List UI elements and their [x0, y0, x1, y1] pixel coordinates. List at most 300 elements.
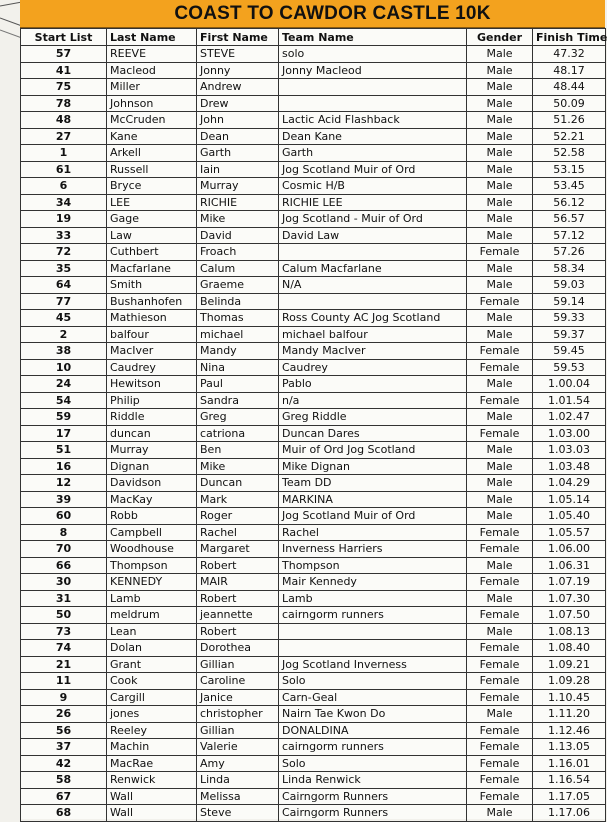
- cell-team-name: Solo: [279, 755, 467, 772]
- cell-first-name: Steve: [197, 805, 279, 822]
- cell-start-number: 78: [21, 95, 107, 112]
- cell-finish-time: 50.09: [533, 95, 606, 112]
- cell-finish-time: 1.03.00: [533, 425, 606, 442]
- cell-last-name: Robb: [107, 508, 197, 525]
- cell-start-number: 33: [21, 227, 107, 244]
- cell-last-name: Arkell: [107, 145, 197, 162]
- cell-last-name: Murray: [107, 442, 197, 459]
- cell-finish-time: 51.26: [533, 112, 606, 129]
- cell-team-name: Jog Scotland - Muir of Ord: [279, 211, 467, 228]
- cell-last-name: Campbell: [107, 524, 197, 541]
- cell-first-name: Mandy: [197, 343, 279, 360]
- cell-finish-time: 53.45: [533, 178, 606, 195]
- cell-finish-time: 59.45: [533, 343, 606, 360]
- cell-team-name: Mandy MacIver: [279, 343, 467, 360]
- cell-start-number: 50: [21, 607, 107, 624]
- cell-finish-time: 52.21: [533, 128, 606, 145]
- header-first-name: First Name: [197, 29, 279, 46]
- cell-start-number: 61: [21, 161, 107, 178]
- page-title: COAST TO CAWDOR CASTLE 10K: [174, 2, 491, 24]
- cell-last-name: LEE: [107, 194, 197, 211]
- cell-start-number: 31: [21, 590, 107, 607]
- cell-first-name: MAIR: [197, 574, 279, 591]
- cell-last-name: Bryce: [107, 178, 197, 195]
- table-row: [21, 277, 606, 294]
- cell-gender: Female: [467, 425, 533, 442]
- cell-start-number: 34: [21, 194, 107, 211]
- cell-start-number: 51: [21, 442, 107, 459]
- cell-gender: Female: [467, 574, 533, 591]
- cell-last-name: Dignan: [107, 458, 197, 475]
- table-row: [21, 805, 606, 822]
- cell-first-name: Gillian: [197, 722, 279, 739]
- cell-start-number: 60: [21, 508, 107, 525]
- cell-team-name: [279, 293, 467, 310]
- cell-last-name: Smith: [107, 277, 197, 294]
- table-row: [21, 46, 606, 63]
- table-row: [21, 706, 606, 723]
- cell-gender: Female: [467, 244, 533, 261]
- cell-first-name: Robert: [197, 590, 279, 607]
- cell-last-name: Mathieson: [107, 310, 197, 327]
- cell-finish-time: 1.00.04: [533, 376, 606, 393]
- cell-team-name: cairngorm runners: [279, 739, 467, 756]
- table-row: [21, 211, 606, 228]
- cell-gender: Male: [467, 475, 533, 492]
- header-start-list: Start List: [21, 29, 107, 46]
- cell-team-name: Muir of Ord Jog Scotland: [279, 442, 467, 459]
- cell-finish-time: 1.09.21: [533, 656, 606, 673]
- cell-team-name: [279, 244, 467, 261]
- cell-first-name: Linda: [197, 772, 279, 789]
- cell-last-name: MacIver: [107, 343, 197, 360]
- table-row: [21, 590, 606, 607]
- table-row: [21, 161, 606, 178]
- header-last-name: Last Name: [107, 29, 197, 46]
- cell-gender: Male: [467, 178, 533, 195]
- cell-start-number: 17: [21, 425, 107, 442]
- cell-gender: Female: [467, 392, 533, 409]
- cell-finish-time: 1.07.30: [533, 590, 606, 607]
- cell-last-name: McCruden: [107, 112, 197, 129]
- cell-finish-time: 57.12: [533, 227, 606, 244]
- cell-start-number: 9: [21, 689, 107, 706]
- cell-first-name: Paul: [197, 376, 279, 393]
- cell-last-name: Johnson: [107, 95, 197, 112]
- cell-start-number: 19: [21, 211, 107, 228]
- title-bar: [20, 0, 605, 28]
- cell-finish-time: 1.03.48: [533, 458, 606, 475]
- cell-first-name: Jonny: [197, 62, 279, 79]
- table-row: [21, 475, 606, 492]
- cell-finish-time: 1.10.45: [533, 689, 606, 706]
- cell-team-name: [279, 79, 467, 96]
- table-row: [21, 112, 606, 129]
- cell-finish-time: 1.16.54: [533, 772, 606, 789]
- cell-last-name: Woodhouse: [107, 541, 197, 558]
- table-row: [21, 755, 606, 772]
- cell-first-name: Murray: [197, 178, 279, 195]
- cell-finish-time: 56.12: [533, 194, 606, 211]
- cell-gender: Male: [467, 458, 533, 475]
- cell-gender: Female: [467, 524, 533, 541]
- table-row: [21, 244, 606, 261]
- cell-gender: Male: [467, 211, 533, 228]
- cell-team-name: Nairn Tae Kwon Do: [279, 706, 467, 723]
- cell-gender: Female: [467, 722, 533, 739]
- cell-gender: Male: [467, 376, 533, 393]
- cell-gender: Male: [467, 508, 533, 525]
- cell-finish-time: 1.06.31: [533, 557, 606, 574]
- cell-finish-time: 59.14: [533, 293, 606, 310]
- cell-last-name: Thompson: [107, 557, 197, 574]
- table-row: [21, 326, 606, 343]
- cell-finish-time: 1.01.54: [533, 392, 606, 409]
- cell-last-name: Kane: [107, 128, 197, 145]
- cell-team-name: Mair Kennedy: [279, 574, 467, 591]
- cell-last-name: Wall: [107, 788, 197, 805]
- cell-finish-time: 56.57: [533, 211, 606, 228]
- cell-first-name: Andrew: [197, 79, 279, 96]
- cell-last-name: Reeley: [107, 722, 197, 739]
- table-row: [21, 260, 606, 277]
- cell-last-name: meldrum: [107, 607, 197, 624]
- cell-gender: Male: [467, 194, 533, 211]
- cell-last-name: MacKay: [107, 491, 197, 508]
- cell-first-name: Mark: [197, 491, 279, 508]
- cell-team-name: Solo: [279, 673, 467, 690]
- cell-team-name: Calum Macfarlane: [279, 260, 467, 277]
- cell-start-number: 58: [21, 772, 107, 789]
- table-row: [21, 673, 606, 690]
- cell-finish-time: 1.07.50: [533, 607, 606, 624]
- cell-first-name: Robert: [197, 623, 279, 640]
- table-row: [21, 409, 606, 426]
- cell-last-name: duncan: [107, 425, 197, 442]
- cell-team-name: Jog Scotland Muir of Ord: [279, 508, 467, 525]
- table-row: [21, 442, 606, 459]
- table-row: [21, 79, 606, 96]
- cell-start-number: 41: [21, 62, 107, 79]
- cell-finish-time: 48.17: [533, 62, 606, 79]
- cell-team-name: cairngorm runners: [279, 607, 467, 624]
- table-row: [21, 392, 606, 409]
- cell-gender: Male: [467, 260, 533, 277]
- cell-start-number: 56: [21, 722, 107, 739]
- cell-first-name: Amy: [197, 755, 279, 772]
- cell-first-name: John: [197, 112, 279, 129]
- cell-gender: Female: [467, 640, 533, 657]
- cell-finish-time: 1.17.06: [533, 805, 606, 822]
- cell-start-number: 27: [21, 128, 107, 145]
- cell-start-number: 37: [21, 739, 107, 756]
- cell-first-name: jeannette: [197, 607, 279, 624]
- results-sheet: [20, 0, 605, 819]
- cell-start-number: 73: [21, 623, 107, 640]
- cell-first-name: Duncan: [197, 475, 279, 492]
- cell-start-number: 48: [21, 112, 107, 129]
- table-row: [21, 128, 606, 145]
- cell-first-name: Belinda: [197, 293, 279, 310]
- table-row: [21, 623, 606, 640]
- cell-last-name: jones: [107, 706, 197, 723]
- cell-start-number: 30: [21, 574, 107, 591]
- table-row: [21, 95, 606, 112]
- cell-start-number: 67: [21, 788, 107, 805]
- cell-team-name: Team DD: [279, 475, 467, 492]
- cell-finish-time: 1.08.40: [533, 640, 606, 657]
- cell-team-name: Cairngorm Runners: [279, 805, 467, 822]
- cell-gender: Female: [467, 772, 533, 789]
- cell-start-number: 38: [21, 343, 107, 360]
- cell-last-name: Grant: [107, 656, 197, 673]
- cell-team-name: DONALDINA: [279, 722, 467, 739]
- cell-last-name: Riddle: [107, 409, 197, 426]
- cell-first-name: Gillian: [197, 656, 279, 673]
- cell-last-name: balfour: [107, 326, 197, 343]
- header-gender: Gender: [467, 29, 533, 46]
- table-row: [21, 178, 606, 195]
- cell-team-name: solo: [279, 46, 467, 63]
- cell-last-name: Lamb: [107, 590, 197, 607]
- cell-first-name: Margaret: [197, 541, 279, 558]
- cell-start-number: 35: [21, 260, 107, 277]
- cell-first-name: Thomas: [197, 310, 279, 327]
- cell-gender: Female: [467, 739, 533, 756]
- cell-gender: Male: [467, 442, 533, 459]
- table-row: [21, 656, 606, 673]
- header-row: [21, 29, 606, 46]
- cell-finish-time: 57.26: [533, 244, 606, 261]
- cell-gender: Male: [467, 706, 533, 723]
- table-row: [21, 194, 606, 211]
- table-row: [21, 772, 606, 789]
- cell-finish-time: 1.05.57: [533, 524, 606, 541]
- cell-gender: Male: [467, 128, 533, 145]
- cell-start-number: 54: [21, 392, 107, 409]
- cell-first-name: Ben: [197, 442, 279, 459]
- table-row: [21, 788, 606, 805]
- cell-finish-time: 52.58: [533, 145, 606, 162]
- cell-last-name: Russell: [107, 161, 197, 178]
- table-row: [21, 458, 606, 475]
- cell-first-name: Sandra: [197, 392, 279, 409]
- cell-gender: Female: [467, 755, 533, 772]
- cell-team-name: Garth: [279, 145, 467, 162]
- cell-last-name: MacRae: [107, 755, 197, 772]
- cell-team-name: RICHIE LEE: [279, 194, 467, 211]
- cell-finish-time: 1.05.14: [533, 491, 606, 508]
- cell-last-name: Gage: [107, 211, 197, 228]
- cell-start-number: 42: [21, 755, 107, 772]
- cell-team-name: Linda Renwick: [279, 772, 467, 789]
- cell-finish-time: 47.32: [533, 46, 606, 63]
- cell-finish-time: 1.16.01: [533, 755, 606, 772]
- cell-first-name: Valerie: [197, 739, 279, 756]
- cell-last-name: Caudrey: [107, 359, 197, 376]
- cell-start-number: 21: [21, 656, 107, 673]
- cell-last-name: Hewitson: [107, 376, 197, 393]
- cell-team-name: Dean Kane: [279, 128, 467, 145]
- cell-gender: Male: [467, 95, 533, 112]
- cell-finish-time: 1.05.40: [533, 508, 606, 525]
- cell-gender: Male: [467, 409, 533, 426]
- table-row: [21, 425, 606, 442]
- cell-team-name: Carn-Geal: [279, 689, 467, 706]
- cell-first-name: Dean: [197, 128, 279, 145]
- table-row: [21, 524, 606, 541]
- cell-last-name: Cook: [107, 673, 197, 690]
- results-body: [21, 46, 606, 822]
- results-table: [20, 28, 606, 822]
- table-row: [21, 557, 606, 574]
- table-row: [21, 689, 606, 706]
- cell-team-name: Jog Scotland Muir of Ord: [279, 161, 467, 178]
- cell-start-number: 74: [21, 640, 107, 657]
- cell-start-number: 12: [21, 475, 107, 492]
- cell-team-name: [279, 95, 467, 112]
- cell-team-name: Lamb: [279, 590, 467, 607]
- cell-team-name: Inverness Harriers: [279, 541, 467, 558]
- cell-start-number: 16: [21, 458, 107, 475]
- cell-gender: Male: [467, 145, 533, 162]
- cell-start-number: 57: [21, 46, 107, 63]
- cell-team-name: [279, 623, 467, 640]
- cell-gender: Male: [467, 805, 533, 822]
- cell-first-name: Janice: [197, 689, 279, 706]
- cell-team-name: Greg Riddle: [279, 409, 467, 426]
- cell-start-number: 45: [21, 310, 107, 327]
- cell-gender: Male: [467, 62, 533, 79]
- cell-first-name: Roger: [197, 508, 279, 525]
- cell-team-name: Jog Scotland Inverness: [279, 656, 467, 673]
- cell-first-name: Iain: [197, 161, 279, 178]
- table-row: [21, 293, 606, 310]
- cell-team-name: David Law: [279, 227, 467, 244]
- table-row: [21, 574, 606, 591]
- table-row: [21, 310, 606, 327]
- cell-finish-time: 1.04.29: [533, 475, 606, 492]
- cell-first-name: Greg: [197, 409, 279, 426]
- cell-team-name: Ross County AC Jog Scotland: [279, 310, 467, 327]
- cell-start-number: 75: [21, 79, 107, 96]
- cell-start-number: 72: [21, 244, 107, 261]
- cell-finish-time: 53.15: [533, 161, 606, 178]
- cell-start-number: 2: [21, 326, 107, 343]
- cell-team-name: Duncan Dares: [279, 425, 467, 442]
- table-row: [21, 491, 606, 508]
- cell-gender: Male: [467, 326, 533, 343]
- table-row: [21, 541, 606, 558]
- cell-finish-time: 48.44: [533, 79, 606, 96]
- cell-start-number: 8: [21, 524, 107, 541]
- cell-first-name: Garth: [197, 145, 279, 162]
- cell-gender: Female: [467, 788, 533, 805]
- cell-team-name: MARKINA: [279, 491, 467, 508]
- cell-last-name: Wall: [107, 805, 197, 822]
- cell-last-name: Law: [107, 227, 197, 244]
- cell-last-name: KENNEDY: [107, 574, 197, 591]
- cell-gender: Male: [467, 277, 533, 294]
- cell-team-name: Rachel: [279, 524, 467, 541]
- cell-gender: Male: [467, 161, 533, 178]
- cell-finish-time: 1.06.00: [533, 541, 606, 558]
- cell-team-name: Mike Dignan: [279, 458, 467, 475]
- table-row: [21, 145, 606, 162]
- cell-finish-time: 1.11.20: [533, 706, 606, 723]
- cell-finish-time: 59.33: [533, 310, 606, 327]
- cell-last-name: Renwick: [107, 772, 197, 789]
- cell-first-name: Melissa: [197, 788, 279, 805]
- cell-gender: Male: [467, 79, 533, 96]
- cell-gender: Male: [467, 623, 533, 640]
- cell-start-number: 59: [21, 409, 107, 426]
- cell-first-name: Mike: [197, 458, 279, 475]
- cell-first-name: Nina: [197, 359, 279, 376]
- cell-team-name: Thompson: [279, 557, 467, 574]
- cell-finish-time: 1.07.19: [533, 574, 606, 591]
- cell-last-name: Dolan: [107, 640, 197, 657]
- cell-start-number: 70: [21, 541, 107, 558]
- cell-gender: Female: [467, 689, 533, 706]
- cell-team-name: michael balfour: [279, 326, 467, 343]
- table-row: [21, 607, 606, 624]
- cell-start-number: 39: [21, 491, 107, 508]
- table-row: [21, 722, 606, 739]
- table-row: [21, 376, 606, 393]
- cell-finish-time: 59.37: [533, 326, 606, 343]
- cell-start-number: 10: [21, 359, 107, 376]
- cell-first-name: Drew: [197, 95, 279, 112]
- cell-start-number: 24: [21, 376, 107, 393]
- header-finish-time: Finish Time: [533, 29, 606, 46]
- cell-first-name: Robert: [197, 557, 279, 574]
- cell-finish-time: 1.17.05: [533, 788, 606, 805]
- table-row: [21, 227, 606, 244]
- cell-gender: Female: [467, 293, 533, 310]
- cell-first-name: michael: [197, 326, 279, 343]
- cell-last-name: Cargill: [107, 689, 197, 706]
- cell-team-name: Cairngorm Runners: [279, 788, 467, 805]
- cell-first-name: Rachel: [197, 524, 279, 541]
- cell-team-name: Pablo: [279, 376, 467, 393]
- cell-gender: Female: [467, 343, 533, 360]
- cell-team-name: N/A: [279, 277, 467, 294]
- cell-first-name: RICHIE: [197, 194, 279, 211]
- cell-finish-time: 1.13.05: [533, 739, 606, 756]
- header-team-name: Team Name: [279, 29, 467, 46]
- cell-finish-time: 59.53: [533, 359, 606, 376]
- cell-last-name: Davidson: [107, 475, 197, 492]
- cell-gender: Female: [467, 673, 533, 690]
- cell-finish-time: 58.34: [533, 260, 606, 277]
- cell-first-name: STEVE: [197, 46, 279, 63]
- cell-start-number: 68: [21, 805, 107, 822]
- cell-first-name: Dorothea: [197, 640, 279, 657]
- cell-gender: Male: [467, 112, 533, 129]
- table-row: [21, 508, 606, 525]
- cell-team-name: Caudrey: [279, 359, 467, 376]
- cell-last-name: Macleod: [107, 62, 197, 79]
- cell-gender: Male: [467, 491, 533, 508]
- cell-finish-time: 1.08.13: [533, 623, 606, 640]
- cell-team-name: n/a: [279, 392, 467, 409]
- cell-gender: Female: [467, 541, 533, 558]
- cell-last-name: Cuthbert: [107, 244, 197, 261]
- table-row: [21, 359, 606, 376]
- cell-last-name: Philip: [107, 392, 197, 409]
- cell-last-name: REEVE: [107, 46, 197, 63]
